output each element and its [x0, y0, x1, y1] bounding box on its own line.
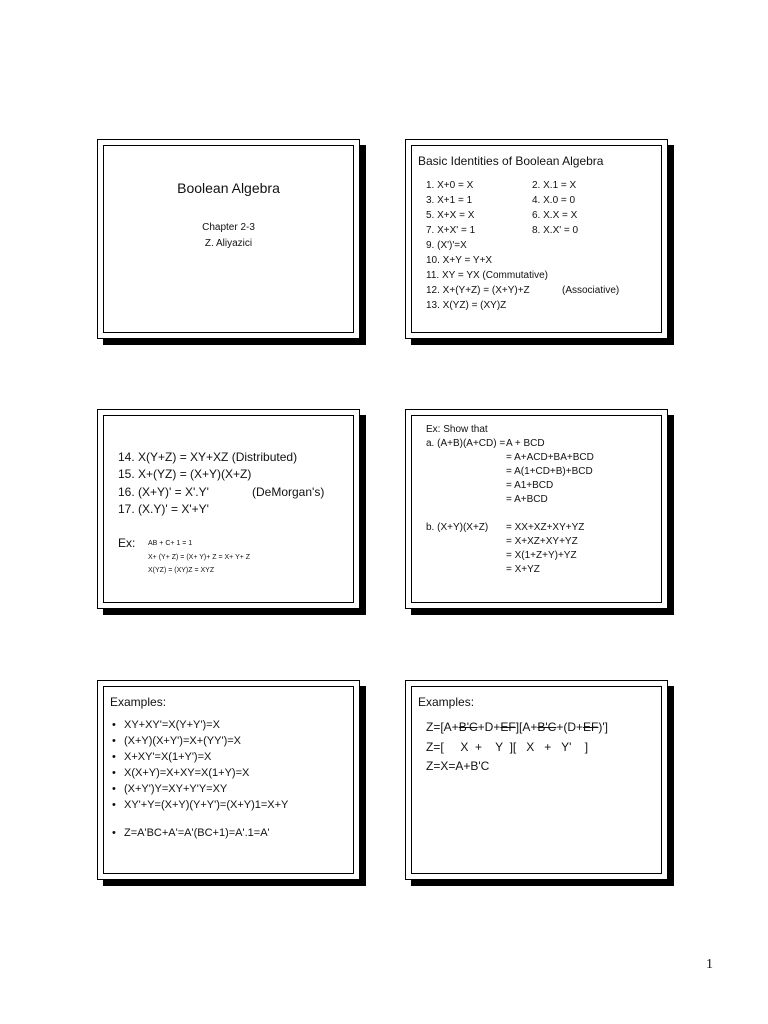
- identity-7: 7. X+X' = 1: [426, 225, 476, 236]
- identity-16-note: (DeMorgan's): [252, 485, 325, 499]
- example-item-last: • Z=A'BC+A'=A'(BC+1)=A'.1=A': [124, 825, 288, 841]
- slide-6-title: Examples:: [418, 695, 475, 709]
- part-a-line-2: = A+ACD+BA+BCD: [506, 452, 594, 463]
- identity-4: 4. X.0 = 0: [532, 195, 576, 206]
- slide-1-author: Z. Aliyazici: [204, 238, 253, 249]
- slide-1-frame: [103, 145, 354, 333]
- example-item: • (X+Y)(X+Y')=X+(YY')=X: [124, 733, 288, 749]
- slide-1: [97, 139, 360, 339]
- slide-6-line-2: Z=[ X + Y ][ X + Y' ]: [426, 740, 589, 754]
- part-a-line-1: A + BCD: [506, 438, 545, 449]
- identity-2: 2. X.1 = X: [532, 180, 577, 191]
- l1-part: )']: [598, 720, 608, 734]
- identity-8: 8. X.X' = 0: [532, 225, 579, 236]
- slide-1-title: Boolean Algebra: [177, 180, 280, 196]
- identity-12: 12. X+(Y+Z) = (X+Y)+Z: [426, 285, 530, 296]
- part-b-line-2: = X+XZ+XY+YZ: [506, 536, 578, 547]
- page-number: 1: [706, 957, 713, 972]
- part-a-line-5: = A+BCD: [506, 494, 548, 505]
- example-item: • X+XY'=X(1+Y')=X: [124, 749, 288, 765]
- slide-4-heading: Ex: Show that: [426, 424, 488, 435]
- l1-part: +(D+: [556, 720, 584, 734]
- examples-list: [110, 717, 288, 841]
- slide-2-frame: [411, 145, 662, 333]
- identity-16: 16. (X+Y)' = X'.Y': [118, 485, 209, 499]
- identity-17: 17. (X.Y)' = X'+Y': [118, 502, 209, 516]
- part-a-line-3: = A(1+CD+B)+BCD: [506, 466, 593, 477]
- slide-6-frame: [411, 686, 662, 874]
- identity-3: 3. X+1 = 1: [426, 195, 473, 206]
- identity-9: 9. (X')'=X: [426, 240, 467, 251]
- part-a-left: a. (A+B)(A+CD) =: [426, 438, 506, 449]
- identity-6: 6. X.X = X: [532, 210, 578, 221]
- ex-line-1: AB + C+ 1 = 1: [148, 540, 193, 547]
- slide-4: [405, 409, 668, 609]
- ex-line-2: X+ (Y+ Z) = (X+ Y)+ Z = X+ Y+ Z: [148, 554, 251, 561]
- slide-2: [405, 139, 668, 339]
- part-b-line-3: = X(1+Z+Y)+YZ: [506, 550, 577, 561]
- slide-6-line-1: [426, 720, 608, 734]
- slide-1-chapter: Chapter 2-3: [202, 222, 255, 233]
- identity-1: 1. X+0 = X: [426, 180, 474, 191]
- slide-5: [97, 680, 360, 880]
- identity-12-note: (Associative): [562, 285, 620, 296]
- example-item: • (X+Y')Y=XY+Y'Y=XY: [124, 781, 288, 797]
- l1-struck: B'C: [458, 720, 478, 734]
- identity-14: 14. X(Y+Z) = XY+XZ (Distributed): [118, 450, 298, 464]
- part-a-line-4: = A1+BCD: [506, 480, 554, 491]
- identity-5: 5. X+X = X: [426, 210, 475, 221]
- l1-part: +D+: [477, 720, 501, 734]
- slide-4-frame: [411, 415, 662, 603]
- identity-15: 15. X+(YZ) = (X+Y)(X+Z): [118, 467, 252, 481]
- example-item: • XY'+Y=(X+Y)(Y+Y')=(X+Y)1=X+Y: [124, 797, 288, 813]
- l1-part: Z=[A+: [426, 720, 459, 734]
- part-b-line-1: = XX+XZ+XY+YZ: [506, 522, 585, 533]
- slide-5-frame: [103, 686, 354, 874]
- part-b-left: b. (X+Y)(X+Z): [426, 522, 489, 533]
- example-item: • XY+XY'=X(Y+Y')=X: [124, 717, 288, 733]
- slide-6-line-3: Z=X=A+B'C: [426, 759, 490, 773]
- identity-11: 11. XY = YX (Commutative): [426, 270, 548, 281]
- ex-line-3: X(YZ) = (XY)Z = XYZ: [148, 567, 215, 574]
- ex-label: Ex:: [118, 536, 136, 550]
- l1-struck: EF: [583, 720, 599, 734]
- slide-6: [405, 680, 668, 880]
- example-item: • X(X+Y)=X+XY=X(1+Y)=X: [124, 765, 288, 781]
- l1-struck: B'C: [537, 720, 557, 734]
- slide-3-frame: [103, 415, 354, 603]
- l1-struck: EF: [500, 720, 516, 734]
- identity-10: 10. X+Y = Y+X: [426, 255, 493, 266]
- slide-2-title: Basic Identities of Boolean Algebra: [418, 154, 604, 168]
- l1-part: ][A+: [515, 720, 538, 734]
- slide-3: [97, 409, 360, 609]
- identity-13: 13. X(YZ) = (XY)Z: [426, 300, 507, 311]
- part-b-line-4: = X+YZ: [506, 564, 540, 575]
- slide-5-title: Examples:: [110, 695, 167, 709]
